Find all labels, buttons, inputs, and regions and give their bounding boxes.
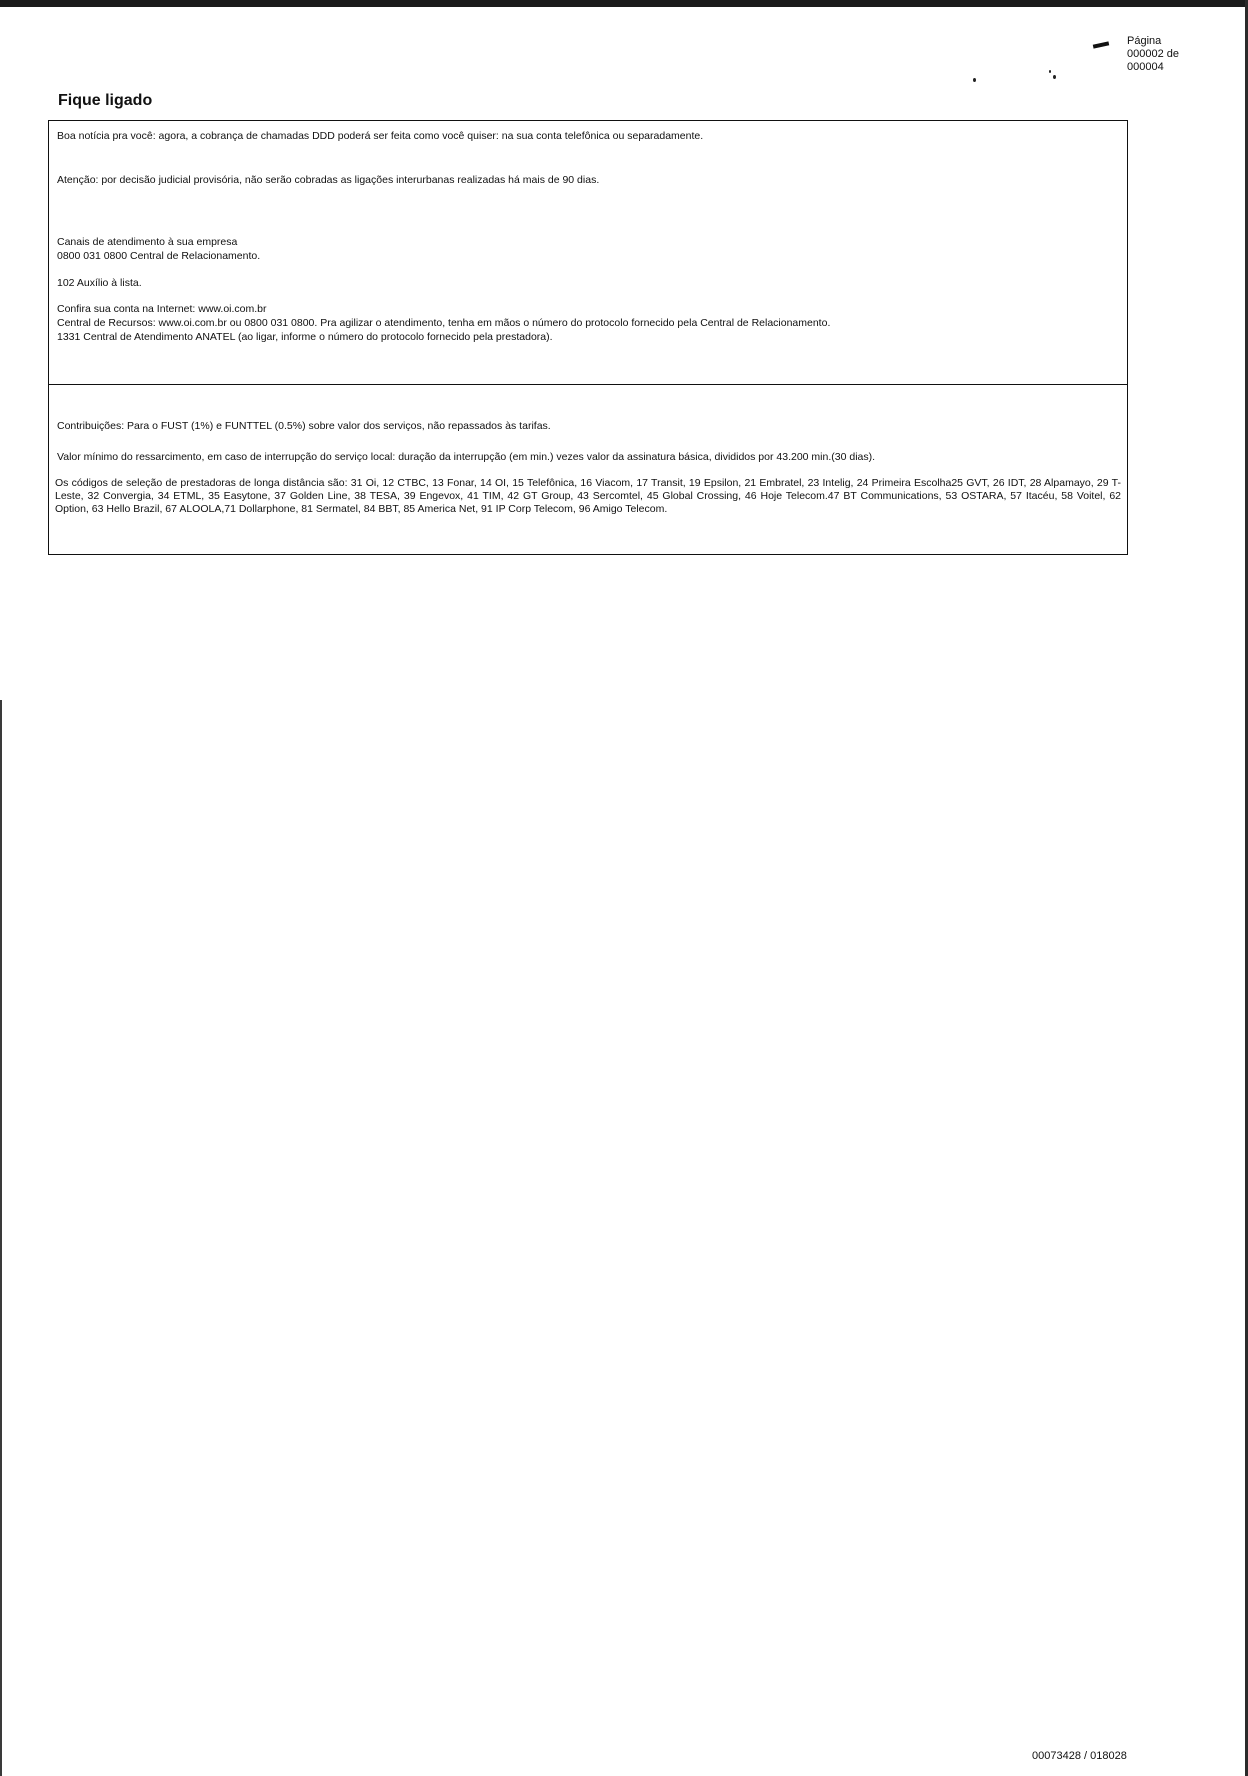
refund-text: Valor mínimo do ressarcimento, em caso de interrupção do serviço local: duração da interrupção (em min.) vezes valor da assinatura básica, divididos por 43.200 min.(30 dias). — [57, 451, 876, 463]
contributions-text: Contribuições: Para o FUST (1%) e FUNTTEL (0.5%) sobre valor dos serviços, não repassados às tarifas. — [57, 420, 551, 432]
notice-ddd: Boa notícia pra você: agora, a cobrança de chamadas DDD poderá ser feita como você quiser: na sua conta telefônica ou separadamente. — [57, 130, 704, 142]
support-internet: Confira sua conta na Internet: www.oi.com.br — [57, 303, 267, 315]
carrier-codes-text: Os códigos de seleção de prestadoras de longa distância são: 31 Oi, 12 CTBC, 13 Fonar, 14 OI, 15 Telefônica, 16 Viacom, 17 Transit, 19 Epsilon, 21 Embratel, 23 Intelig, 24 Primeira Escolha25 GVT, 26 IDT, 28 Alpamayo, 29 T-Leste, 32 Convergia, 34 ETML, 35 Easytone, 37 Golden Line, 38 TESA, 39 Engevox, 41 TIM, 42 GT Group, 43 Sercomtel, 45 Global Crossing, 46 Hoje Telecom.47 BT Communications, 53 OSTARA, 57 Itacéu, 58 Voitel, 62 Option, 63 Hello Brazil, 67 ALOOLA,71 Dollarphone, 81 Sermatel, 84 BBT, 85 America Net, 91 IP Corp Telecom, 96 Amigo Telecom. — [55, 477, 1121, 515]
page-current: 000002 de — [1127, 48, 1179, 60]
page-number — [1127, 35, 1179, 74]
info-box-contacts — [48, 120, 1128, 384]
notice-judicial: Atenção: por decisão judicial provisória, não serão cobradas as ligações interurbanas realizadas há mais de 90 dias. — [57, 174, 600, 186]
scan-mark — [1093, 41, 1109, 48]
support-phone: 0800 031 0800 Central de Relacionamento. — [57, 250, 261, 262]
scan-speck — [1049, 70, 1051, 73]
support-heading: Canais de atendimento à sua empresa — [57, 236, 238, 248]
scan-top-border — [0, 0, 1248, 7]
scan-speck — [1053, 75, 1056, 79]
support-appeals: Central de Recursos: www.oi.com.br ou 0800 031 0800. Pra agilizar o atendimento, tenha em mãos o número do protocolo fornecido pela Central de Relacionamento. — [57, 317, 831, 329]
info-box-regulatory — [48, 384, 1128, 555]
page-total: 000004 — [1127, 61, 1164, 73]
support-directory: 102 Auxílio à lista. — [57, 277, 142, 289]
scan-speck — [973, 78, 976, 82]
section-title: Fique ligado — [58, 92, 153, 109]
scan-left-border — [0, 700, 2, 1776]
document-code: 00073428 / 018028 — [1032, 1750, 1127, 1762]
support-anatel: 1331 Central de Atendimento ANATEL (ao ligar, informe o número do protocolo fornecido pela prestadora). — [57, 331, 553, 343]
page-label: Página — [1127, 35, 1162, 47]
